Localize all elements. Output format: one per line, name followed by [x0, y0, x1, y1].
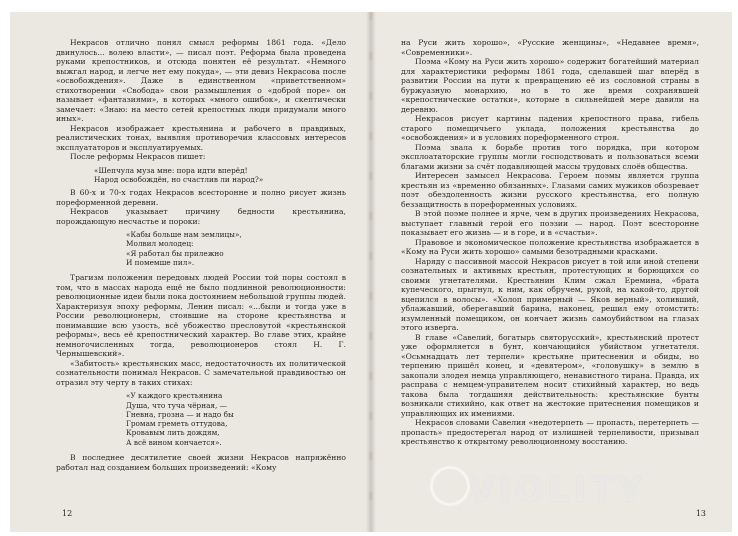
paragraph: Интересен замысел Некрасова. Героем поэмы является группа крестьян из «временно обязанных». Глазами самих мужиков обозревает поэт обездоленность жизни русского крестьянства, его полную беззащитность в пореформенных условиях. — [401, 171, 699, 209]
verse-line: И помемше пил». — [126, 257, 195, 267]
left-page — [10, 12, 371, 532]
right-page-text — [401, 38, 699, 447]
binding-stitches — [369, 12, 373, 532]
paragraph: Некрасов указывает причину бедности крестьянина, порождающую несчастье и пороки: — [56, 207, 346, 226]
book-spread — [10, 12, 732, 532]
verse-line: «Кабы больше нам землицы», — [126, 230, 242, 240]
paragraph: Некрасов отлично понял смысл реформы 1861 года. «Дело двинулось... волею власти», — писал поэт. Реформа была проведена руками крепостников, и отсюда понятен её результат. «Немного выжгал народ, и легче нет ему покуда», — эти девиз Некрасова после «освобождения». Даже в единственном «приветственном» стихотворении «Свобода» свои размышления о «доброй поре» он называет «фантазиями», в которых «много ошибок», и скептически замечает: «Знаю: на место сетей крепостных люди придумали много иных». — [56, 38, 346, 123]
verse-line: «Я работал бы прилежно — [126, 248, 224, 258]
paragraph: на Руси жить хорошо», «Русские женщины», «Недавнее время», «Современники». — [401, 38, 699, 57]
paragraph: «Забитость» крестьянских масс, недостаточность их политической сознательности понимал Некрасов. С замечательной правдивостью он отразил эту черту в таких стихах: — [56, 358, 346, 387]
paragraph: В главе «Савелий, богатырь святорусский», крестьянский протест уже оформляется в бунт, кончающийся убийством угнетателя. «Осьмнадцать лет терпели» крестьяне притеснения и обиды, но терпению пришёл конец, и «девятером», «головушку» в землю в закопали злодея немца управляющего, ненавистного тирана. Правда, их расправа с немцем-управителем носит стихийный характер, но ведь такова была тогдашняя действительность: крестьянские бунты возникали стихийно, как ответ на жестокие притеснения помещиков и управляющих их имениями. — [401, 332, 699, 418]
paragraph: В 60-х и 70-х годах Некрасов всесторонне и полно рисует жизнь пореформенной деревни. — [56, 188, 346, 207]
verse-line: А всё вином кончается». — [126, 437, 222, 447]
paragraph: Трагизм положения передовых людей России той поры состоял в том, что в массах народа ещё не было подлинной революционности: революционные идеи были пока достоянием небольшой группы людей. Характеризуя эпоху реформы, Ленин писал: «...были и тогда уже в России революционеры, стоявшие на стороне крестьянства и понимавшие всю узость, всё убожество пресловутой «крестьянской реформы», весь её крепостнический характер. Во главе этих, крайне немногочисленных тогда, революционеров стоял Н. Г. Чернышевский». — [56, 273, 346, 359]
right-page — [371, 12, 732, 532]
paragraph: В этой поэме полнее и ярче, чем в других произведениях Некрасова, выступает главный герой его поэзии — народ. Поэт всесторонне показывает его жизнь — и в горе, и в «счастьи». — [401, 209, 699, 237]
watermark: VIOLITY — [468, 470, 646, 510]
paragraph: Правовое и экономическое положение крестьянства изображается в «Кому на Руси жить хорошо» самыми безотрадными красками. — [401, 237, 699, 256]
verse-line: Кровавым лить дождям, — [126, 428, 220, 438]
paragraph: Поэма «Кому на Руси жить хорошо» содержит богатейший материал для характеристики реформы 1861 года, сделавшей шаг вперёд в развитии России на пути к превращению её из сословной страны в буржуазную монархию, но в то же время сохранявшей «крепостнические остатки», которые в сильнейшей мере давили на деревню. — [401, 57, 699, 114]
verse-block — [126, 230, 346, 267]
left-page-text — [56, 38, 346, 472]
paragraph: Некрасов изображает крестьянина и рабочего в правдивых, реалистических тонах, выявляя противоречия классовых интересов эксплуататоров и эксплуатируемых. — [56, 123, 346, 152]
paragraph: Наряду с пассивной массой Некрасов рисует в той или иной степени сознательных и активных крестьян, протестующих и борющихся со своими угнетателями. Крестьянин Клим сжал Еремина, «брата купеческого, прыгнул, к ним, как обручем, рукой, на какой-то, другой вцепился в волосы». «Холоп примерный — Яков верный», холивший, ублажавший, оберегавший барина, наконец, решил ему отомстить: изумленный помещиком, он кончает жизнь самоубийством на глазах этого изверга. — [401, 256, 699, 332]
page-number: 13 — [695, 509, 706, 518]
verse-line: Душа, что туча чёрная, — — [126, 400, 227, 410]
paragraph: Некрасов рисует картины падения крепостного права, гибель старого помещичьего уклада, положения крестьянства до «освобождения» и в условиях пореформенного строя. — [401, 114, 699, 142]
verse-line: Громам греметь оттудова, — [126, 419, 228, 429]
page-number: 12 — [62, 509, 73, 518]
paragraph: Поэма звала к борьбе против того порядка, при котором эксплоататорские группы могли господствовать и пользоваться всеми благами жизни за счёт подавляющей массы трудовых слоёв общества. — [401, 142, 699, 171]
verse-line: Гневна, грозна — и надо бы — [126, 409, 234, 419]
paragraph: Некрасов словами Савелия «недотерпеть — пропасть, перетерпеть — пропасть» предостерегал народ от излишней терпеливости, призывал крестьянство к открытому революционному восстанию. — [401, 418, 699, 446]
verse-block — [126, 391, 346, 447]
verse-line: «Шепчула муза мне: пора идти вперёд! — [94, 165, 248, 175]
paragraph: После реформы Некрасов пишет: — [70, 152, 206, 161]
paragraph: В последнее десятилетие своей жизни Некрасов напряжённо работал над созданием больших произведений: «Кому — [56, 453, 346, 472]
verse-line: «У каждого крестьянина — [126, 391, 223, 401]
verse-line: Молвил молодец: — [126, 239, 194, 249]
verse-block — [94, 166, 346, 185]
verse-line: Народ освобождён, но счастлив ли народ?» — [94, 174, 264, 184]
